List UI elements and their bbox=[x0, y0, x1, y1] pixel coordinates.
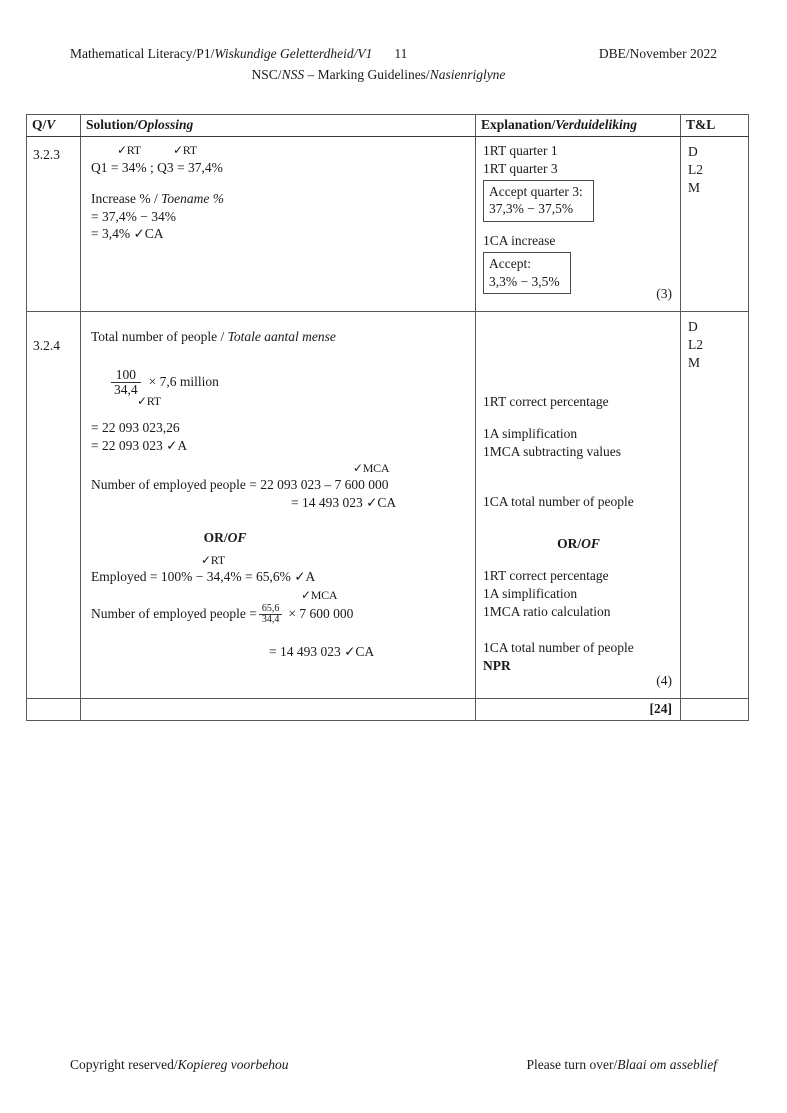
explanation-cell-324 bbox=[476, 312, 681, 699]
spacer bbox=[483, 461, 674, 493]
explanation-324-marks: (4) bbox=[656, 673, 672, 689]
solution-324-mca-tick-2: ✓MCA bbox=[301, 587, 338, 602]
spacer bbox=[91, 409, 467, 419]
header-subject-english: Mathematical Literacy/P1/ bbox=[70, 46, 215, 61]
header-subject bbox=[70, 46, 407, 62]
solution-323-increase-label bbox=[91, 190, 467, 208]
fraction-656-over-344 bbox=[259, 604, 283, 626]
fraction-denominator: 34,4 bbox=[259, 614, 283, 626]
explanation-content-323 bbox=[476, 137, 680, 306]
marking-guidelines-table bbox=[26, 114, 749, 721]
table-row bbox=[27, 312, 749, 699]
spacer bbox=[91, 625, 467, 643]
solution-323-increase-english: Increase % / bbox=[91, 191, 162, 207]
explanation-323-accept-box-2 bbox=[483, 252, 571, 294]
solution-324-result-decimal: = 22 093 023,26 bbox=[91, 420, 180, 436]
explanation-323-item-2: 1RT quarter 3 bbox=[483, 160, 558, 176]
tl-324-item-1: L2 bbox=[688, 336, 703, 352]
tl-323-item-0: D bbox=[688, 144, 698, 159]
column-header-question-plain: Q/ bbox=[32, 117, 47, 132]
column-header-explanation bbox=[476, 115, 681, 137]
solution-content-323 bbox=[81, 137, 475, 311]
solution-content-324 bbox=[81, 312, 475, 698]
solution-324-ratio-rest: × 7 600 000 bbox=[288, 605, 354, 621]
tl-324-item-0: D bbox=[688, 319, 698, 334]
fraction-100-over-344 bbox=[111, 368, 141, 397]
solution-324-mca-tick: ✓MCA bbox=[353, 460, 390, 475]
header-subject-afrikaans: Wiskundige Geletterdheid/V1 bbox=[214, 46, 373, 61]
solution-323-increase-afrikaans: Toename % bbox=[161, 191, 224, 207]
solution-324-or-divider bbox=[91, 529, 467, 547]
column-header-tl: T&L bbox=[681, 115, 749, 137]
spacer bbox=[91, 318, 467, 328]
explanation-content-324 bbox=[476, 312, 680, 693]
header-nss-label: NSS bbox=[281, 67, 305, 82]
column-header-solution-italic: Oplossing bbox=[137, 117, 194, 132]
explanation-324-item-2: 1A simplification bbox=[483, 425, 578, 441]
explanation-324-item-6: 1A simplification bbox=[483, 585, 578, 601]
question-number-cell bbox=[27, 137, 81, 312]
header-nsc-label: NSC/ bbox=[251, 67, 282, 82]
table-total-row bbox=[27, 699, 749, 721]
solution-cell-323 bbox=[81, 137, 476, 312]
spacer bbox=[483, 553, 674, 567]
footer-copyright-afrikaans: Kopiereg voorbehou bbox=[177, 1057, 289, 1072]
solution-324-rt-tick-2: ✓RT bbox=[201, 552, 225, 567]
tl-cell-323 bbox=[681, 137, 749, 312]
explanation-324-or-divider bbox=[483, 535, 674, 553]
spacer bbox=[91, 511, 467, 529]
tl-cell-324 bbox=[681, 312, 749, 699]
question-number-324: 3.2.4 bbox=[33, 338, 60, 353]
spacer bbox=[483, 411, 674, 425]
solution-cell-324 bbox=[81, 312, 476, 699]
solution-324-fraction-line bbox=[91, 368, 467, 397]
explanation-324-item-8: 1CA total number of people bbox=[483, 639, 634, 655]
explanation-324-item-3: 1MCA subtracting values bbox=[483, 443, 621, 459]
column-header-explanation-plain: Explanation/ bbox=[481, 117, 556, 132]
table-header-row bbox=[27, 115, 749, 137]
tl-323-item-1: L2 bbox=[688, 161, 703, 177]
total-row-qv-cell bbox=[27, 699, 81, 721]
solution-324-employed-percent: Employed = 100% − 34,4% = 65,6% ✓A bbox=[91, 569, 316, 585]
column-header-question bbox=[27, 115, 81, 137]
accept-box-2-line-2: 3,3% − 3,5% bbox=[489, 273, 560, 289]
header-nasienriglyne-label: Nasienriglyne bbox=[429, 67, 506, 82]
solution-324-title bbox=[91, 328, 467, 346]
solution-324-title-english: Total number of people / bbox=[91, 329, 228, 344]
table-row bbox=[27, 137, 749, 312]
solution-324-ratio-label: Number of employed people = bbox=[91, 605, 257, 621]
explanation-324-item-1: 1RT correct percentage bbox=[483, 394, 609, 409]
solution-324-employed-answer: = 14 493 023 ✓CA bbox=[291, 494, 397, 510]
tl-324-item-2: M bbox=[688, 354, 701, 370]
or-label-afrikaans: OF bbox=[227, 530, 247, 546]
spacer bbox=[483, 317, 674, 393]
footer-turn-over bbox=[527, 1057, 717, 1073]
solution-323-quartiles: Q1 = 34% ; Q3 = 37,4% bbox=[91, 159, 223, 175]
spacer bbox=[483, 511, 674, 535]
column-header-explanation-italic: Verduideliking bbox=[555, 117, 638, 132]
explanation-324-item-5: 1RT correct percentage bbox=[483, 567, 609, 583]
explanation-323-item-3: 1CA increase bbox=[483, 233, 556, 248]
spacer bbox=[483, 621, 674, 639]
column-header-question-italic: V bbox=[46, 117, 56, 132]
solution-324-ratio-line bbox=[91, 603, 467, 625]
header-marking-guidelines-label: – Marking Guidelines/ bbox=[304, 67, 430, 82]
column-header-solution-plain: Solution/ bbox=[86, 117, 138, 132]
explanation-323-marks: (3) bbox=[656, 286, 672, 302]
accept-box-2-line-1: Accept: bbox=[489, 255, 531, 271]
footer-turn-over-afrikaans: Blaai om asseblief bbox=[617, 1057, 717, 1072]
solution-324-rt-tick: ✓RT bbox=[137, 393, 161, 408]
accept-box-1-line-2: 37,3% − 37,5% bbox=[489, 201, 574, 217]
solution-324-employed-calc: Number of employed people = 22 093 023 – 7 600 000 bbox=[91, 477, 389, 493]
explanation-323-accept-box-1 bbox=[483, 180, 594, 222]
solution-323-subtraction: = 37,4% − 34% bbox=[91, 208, 176, 224]
fraction-numerator: 100 bbox=[115, 366, 136, 382]
solution-324-result-rounded: = 22 093 023 ✓A bbox=[91, 438, 188, 454]
header-line-2 bbox=[70, 67, 717, 83]
explanation-323-item-1: 1RT quarter 1 bbox=[483, 143, 558, 158]
tl-323-item-2: M bbox=[688, 179, 701, 195]
question-number-323: 3.2.3 bbox=[33, 147, 60, 162]
solution-324-final-answer: = 14 493 023 ✓CA bbox=[269, 643, 375, 659]
tl-content-324 bbox=[681, 312, 748, 372]
spacer bbox=[483, 222, 674, 232]
total-marks-value: [24] bbox=[649, 701, 672, 716]
fraction-numerator: 65,6 bbox=[261, 602, 280, 614]
total-row-tl-cell bbox=[681, 699, 749, 721]
tl-content-323 bbox=[681, 137, 748, 197]
total-row-explanation-cell bbox=[476, 699, 681, 721]
column-header-solution bbox=[81, 115, 476, 137]
footer-turn-over-english: Please turn over/ bbox=[526, 1057, 618, 1072]
page-footer bbox=[70, 1057, 717, 1075]
explanation-324-item-4: 1CA total number of people bbox=[483, 493, 634, 509]
explanation-324-npr: NPR bbox=[483, 657, 511, 673]
or-label-afrikaans: OF bbox=[581, 535, 600, 551]
or-label-english: OR/ bbox=[203, 530, 228, 546]
or-label-english: OR/ bbox=[557, 535, 582, 551]
solution-324-fraction-rest: × 7,6 million bbox=[148, 374, 219, 390]
header-line-1 bbox=[70, 46, 717, 64]
solution-323-answer: = 3,4% ✓CA bbox=[91, 226, 164, 242]
header-page-number: 11 bbox=[394, 46, 408, 61]
accept-box-1-line-1: Accept quarter 3: bbox=[489, 183, 583, 199]
spacer bbox=[91, 346, 467, 364]
total-row-solution-cell bbox=[81, 699, 476, 721]
explanation-324-item-7: 1MCA ratio calculation bbox=[483, 603, 611, 619]
explanation-cell-323 bbox=[476, 137, 681, 312]
fraction-denominator: 34,4 bbox=[111, 382, 141, 397]
question-number-cell bbox=[27, 312, 81, 699]
solution-323-marks-line: ✓RT ✓RT bbox=[117, 143, 197, 157]
footer-copyright bbox=[70, 1057, 288, 1073]
header-exam-session: DBE/November 2022 bbox=[598, 46, 717, 61]
spacer bbox=[91, 176, 467, 190]
page-header bbox=[70, 46, 717, 86]
footer-copyright-english: Copyright reserved/ bbox=[70, 1057, 178, 1072]
solution-324-title-afrikaans: Totale aantal mense bbox=[227, 329, 336, 344]
